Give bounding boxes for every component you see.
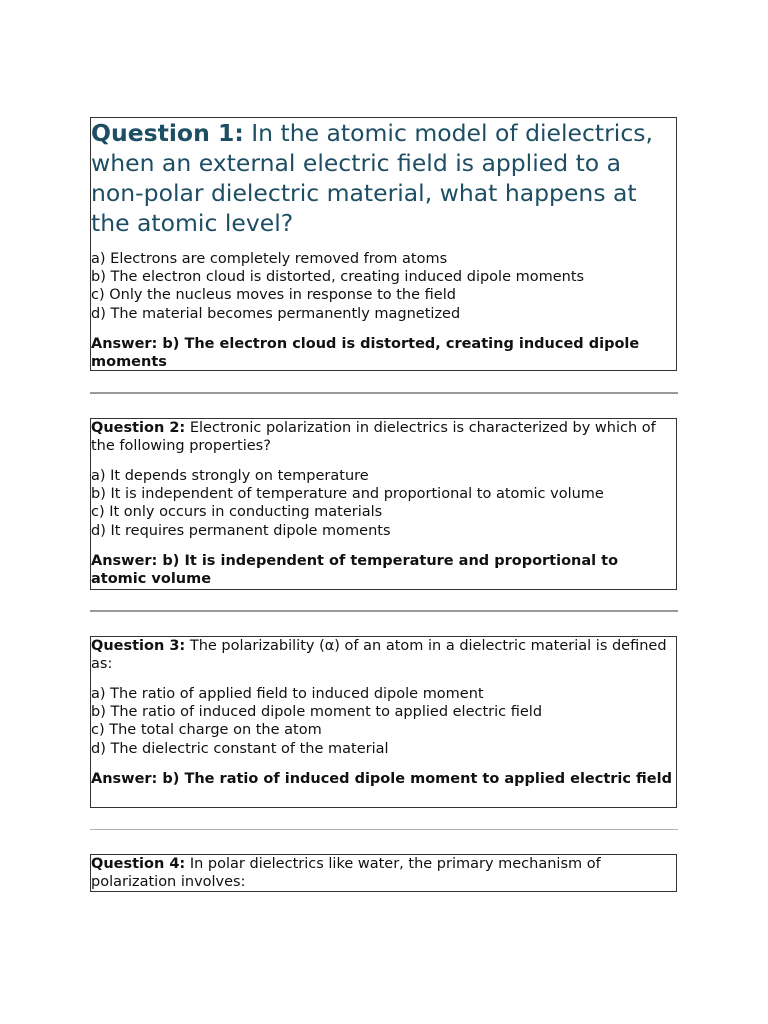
option-c: c) It only occurs in conducting materials [91, 504, 383, 521]
question-1-label: Question 1: [91, 119, 244, 147]
question-4-heading [91, 855, 676, 891]
option-d: d) It requires permanent dipole moments [91, 522, 391, 539]
option-a: a) It depends strongly on temperature [91, 468, 369, 484]
option-b: b) It is independent of temperature and proportional to atomic volume [91, 486, 604, 503]
question-1-options [91, 250, 676, 323]
question-card-1 [90, 117, 677, 371]
question-1-heading [91, 118, 676, 238]
question-3-label: Question 3: [91, 638, 186, 654]
question-2-options [91, 467, 676, 540]
option-b: b) The electron cloud is distorted, creating induced dipole moments [91, 269, 585, 286]
question-2-label: Question 2: [91, 420, 186, 436]
question-1-answer: Answer: b) The electron cloud is distorted, creating induced dipole moments [91, 335, 640, 370]
question-3-answer: Answer: b) The ratio of induced dipole moment to applied electric field [91, 770, 672, 787]
option-d: d) The material becomes permanently magnetized [91, 305, 461, 322]
option-b: b) The ratio of induced dipole moment to applied electric field [91, 704, 543, 721]
divider [90, 610, 678, 612]
question-3-heading [91, 637, 676, 673]
option-a: a) The ratio of applied field to induced dipole moment [91, 686, 484, 702]
question-card-4 [90, 854, 677, 892]
option-a: a) Electrons are completely removed from atoms [91, 251, 448, 267]
question-2-heading [91, 419, 676, 455]
question-4-text: In polar dielectrics like water, the primary mechanism of polarization involves: [91, 856, 601, 890]
question-3-text: The polarizability (α) of an atom in a dielectric material is defined as: [91, 638, 667, 672]
option-c: c) Only the nucleus moves in response to the field [91, 287, 456, 304]
question-4-label: Question 4: [91, 856, 186, 872]
question-2-answer: Answer: b) It is independent of temperature and proportional to atomic volume [91, 552, 619, 587]
option-c: c) The total charge on the atom [91, 722, 322, 739]
divider [90, 829, 678, 830]
divider [90, 392, 678, 394]
question-card-3 [90, 636, 677, 808]
question-card-2 [90, 418, 677, 590]
question-3-options [91, 685, 676, 758]
question-1-text: In the atomic model of dielectrics, when an external electric field is applied to a non-polar dielectric material, what happens at the atomic level? [91, 119, 653, 237]
question-2-text: Electronic polarization in dielectrics is characterized by which of the following properties? [91, 420, 656, 454]
option-d: d) The dielectric constant of the material [91, 740, 389, 757]
